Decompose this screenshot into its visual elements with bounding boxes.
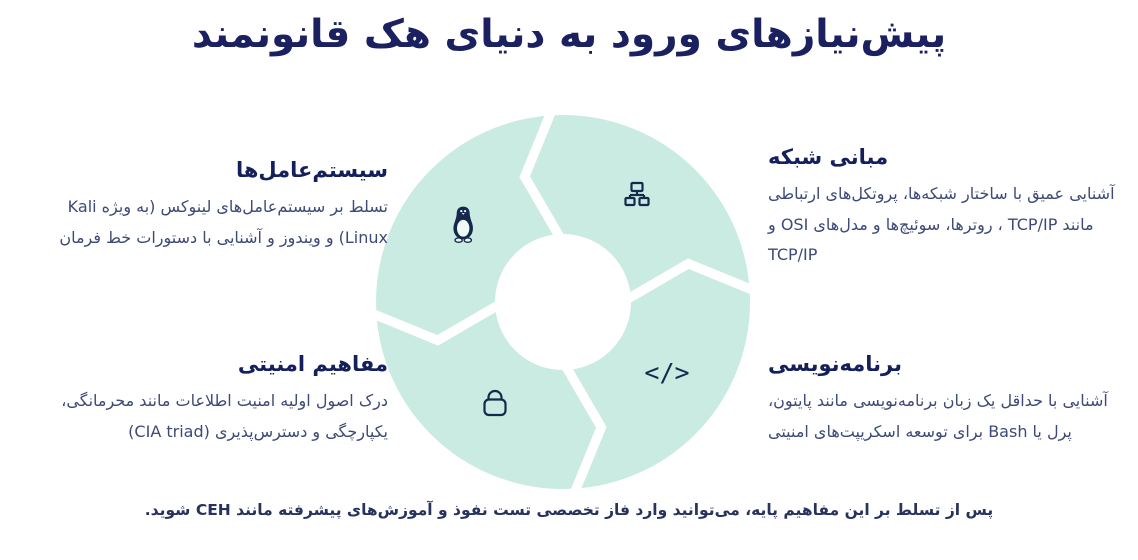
os-section-heading: سیستم‌عامل‌ها [235,158,388,182]
donut-ring [436,175,691,430]
network-section-heading: مبانی شبکه [768,145,889,169]
os-section [22,158,388,253]
footer-note: پس از تسلط بر این مفاهیم پایه، می‌توانید وارد فاز تخصصی تست نفوذ و آموزش‌های پیشرفته مانند CEH شوید. [144,501,994,519]
security-section [22,352,388,447]
programming-section-heading: برنامه‌نویسی [768,352,903,376]
network-section [768,145,1128,271]
code-icon: </> [644,358,690,387]
programming-section [768,352,1128,447]
os-section-body: تسلط بر سیستم‌عامل‌های لینوکس (به ویژه Kali Linux) و ویندوز و آشنایی با دستورات خط فرمان [59,197,388,247]
programming-section-body: آشنایی با حداقل یک زبان برنامه‌نویسی مانند پایتون، پرل یا Bash برای توسعه اسکریپت‌های امنیتی [768,391,1108,441]
security-section-heading: مفاهیم امنیتی [237,352,388,376]
network-section-body: آشنایی عمیق با ساختار شبکه‌ها، پروتکل‌های ارتباطی مانند TCP/IP ، روترها، سوئیچ‌ها و مدل‌های OSI و TCP/IP [768,184,1115,265]
page-title: پیش‌نیازهای ورود به دنیای هک قانونمند [191,12,947,57]
security-section-body: درک اصول اولیه امنیت اطلاعات مانند محرمانگی، یکپارچگی و دسترس‌پذیری (CIA triad) [61,391,388,441]
